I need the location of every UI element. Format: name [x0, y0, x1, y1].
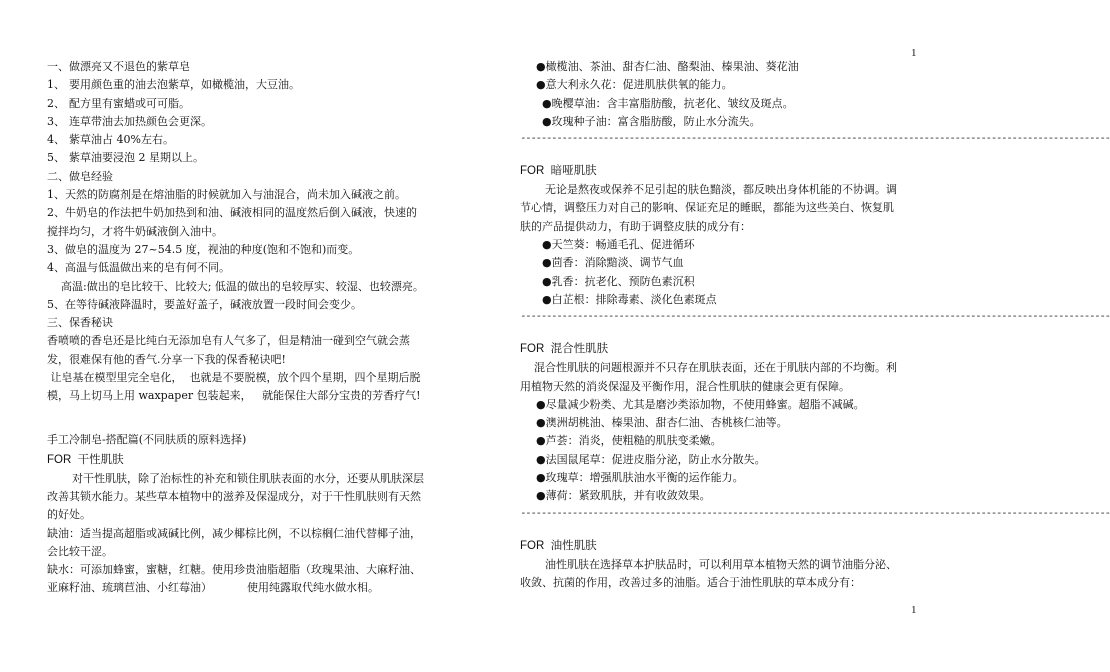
list-item: ●橄榄油、茶油、甜杏仁油、酪梨油、榛果油、葵花油	[536, 60, 799, 73]
section-heading: 二、做皂经验	[47, 169, 113, 183]
text-line: 用植物天然的消炎保湿及平衡作用，混合性肌肤的健康会更有保障。	[520, 379, 850, 393]
text-line: 模，马上切马上用 waxpaper 包装起来， 就能保住大部分宝贵的芳香疗气!	[47, 389, 421, 403]
text-line: 油性肌肤在选择草本护肤品时，可以利用草本植物天然的调节油脂分泌、	[545, 557, 897, 571]
list-item: 5、 紫草油要浸泡 2 星期以上。	[47, 151, 204, 165]
list-item: 2、 配方里有蜜蜡或可可脂。	[47, 96, 190, 110]
text-line: 无论是熬夜或保养不足引起的肤色黯淡，都反映出身体机能的不协调。调	[545, 183, 897, 197]
list-item: ●乳香：抗老化、预防色素沉积	[542, 274, 695, 288]
skin-type-heading: FOR 混合性肌肤	[520, 343, 609, 356]
list-item: 4、 紫草油占 40%左右。	[47, 133, 174, 147]
text-line: 混合性肌肤的问题根源并不只存在肌肤表面，还在于肌肤内部的不均衡。利	[534, 361, 897, 375]
list-item: ●白芷根：排除毒素、淡化色素斑点	[542, 292, 717, 306]
purple-soap-list	[47, 76, 454, 167]
skin-type-heading: FOR 暗哑肌肤	[520, 165, 597, 178]
skin-type-heading: FOR 干性肌肤	[47, 453, 124, 466]
text-line: 亚麻籽油、琉璃苣油、小红莓油） 使用纯露取代纯水做水相。	[47, 581, 379, 595]
page-number-bottom: 1	[911, 604, 917, 616]
list-item: ●玫瑰草：增强肌肤油水平衡的运作能力。	[536, 471, 744, 485]
skin-type-heading: FOR 油性肌肤	[520, 539, 597, 552]
text-line: 让皂基在模型里完全皂化， 也就是不要脱模，放个四个星期，四个星期后脱	[47, 371, 421, 385]
text-line: 节心情，调整压力对自己的影响、保证充足的睡眠，都能为这些美白、恢复肌	[520, 201, 894, 215]
list-item: ●玫瑰种子油：富含脂肪酸，防止水分流失。	[542, 114, 761, 128]
text-line: 对干性肌肤，除了治标性的补充和锁住肌肤表面的水分，还要从肌肤深层	[72, 471, 424, 485]
text-line: 肤的产品提供动力，有助于调整皮肤的成分有：	[520, 219, 751, 233]
list-item: ●薄荷：紧致肌肤，并有收敛效果。	[536, 489, 711, 503]
list-item: ●法国鼠尾草：促进皮脂分泌，防止水分散失。	[536, 452, 766, 466]
list-item: ●芦荟：消炎，使粗糙的肌肤变柔嫩。	[536, 434, 722, 448]
text-line: 缺水：可添加蜂蜜，蜜糖，红糖。使用珍贵油脂超脂（玫瑰果油、大麻籽油、	[47, 563, 421, 577]
divider: ------------------------------------------------------------------------------------------------------------------	[520, 505, 1110, 519]
text-line: 改善其锁水能力。某些草本植物中的滋养及保湿成分，对于干性肌肤则有天然	[47, 489, 421, 503]
list-item: 3、 连草带油去加热颜色会更深。	[47, 114, 212, 128]
recipe-title: 手工冷制皂-搭配篇(不同肤质的原料选择)	[47, 432, 247, 446]
text-line: 发，很难保有他的香气.分享一下我的保香秘诀吧!	[47, 352, 286, 366]
page-number-top: 1	[911, 47, 917, 59]
left-column	[47, 58, 454, 598]
text-line: 2、牛奶皂的作法把牛奶加热到和油、碱液相同的温度然后倒入碱液，快速的	[47, 206, 417, 220]
section-heading: 三、保香秘诀	[47, 316, 113, 330]
list-item: ●澳洲胡桃油、榛果油、甜杏仁油、杏桃核仁油等。	[536, 416, 788, 430]
list-item: 1、 要用颜色重的油去泡紫草，如橄榄油，大豆油。	[47, 78, 300, 92]
text-line: 的好处。	[47, 508, 91, 522]
divider: ------------------------------------------------------------------------------------------------------------------	[520, 131, 1110, 145]
text-line: 缺油：适当提高超脂或减碱比例，减少椰棕比例，不以棕榈仁油代替椰子油，	[47, 526, 421, 540]
list-item: ●尽量减少粉类、尤其是磨沙类添加物，不使用蜂蜜。超脂不减碱。	[536, 397, 865, 411]
text-line: 搅拌均匀，才将牛奶碱液倒入油中。	[47, 224, 223, 238]
list-item: ●天竺葵：畅通毛孔、促进循环	[542, 238, 695, 252]
text-line: 3、做皂的温度为 27~54.5 度，视油的种度(饱和不饱和)而变。	[47, 242, 360, 256]
list-item: ●晚樱草油：含丰富脂肪酸，抗老化、皱纹及斑点。	[542, 96, 794, 110]
text-line: 香喷喷的香皂还是比纯白无添加皂有人气多了，但是精油一碰到空气就会蒸	[47, 334, 410, 348]
text-line: 1、天然的防腐剂是在熔油脂的时候就加入与油混合，尚未加入碱液之前。	[47, 188, 406, 202]
list-item: ●意大利永久花：促进肌肤供氧的能力。	[536, 78, 733, 92]
text-line: 5、在等待碱液降温时，要盖好盖子，碱液放置一段时间会变少。	[47, 297, 362, 311]
text-line: 高温:做出的皂比较干、比较大; 低温的做出的皂较厚实、较湿、也较漂亮。	[61, 279, 424, 293]
divider: ------------------------------------------------------------------------------------------------------------------	[520, 309, 1110, 323]
section-heading: 一、做漂亮又不退色的紫草皂	[47, 60, 190, 73]
list-item: ●茴香：消除黯淡、调节气血	[542, 256, 684, 270]
text-line: 收敛、抗菌的作用，改善过多的油脂。适合于油性肌肤的草本成分有：	[520, 575, 861, 589]
text-line: 4、高温与低温做出来的皂有何不同。	[47, 261, 230, 275]
text-line: 会比较干涩。	[47, 544, 113, 558]
right-column	[520, 58, 1110, 592]
